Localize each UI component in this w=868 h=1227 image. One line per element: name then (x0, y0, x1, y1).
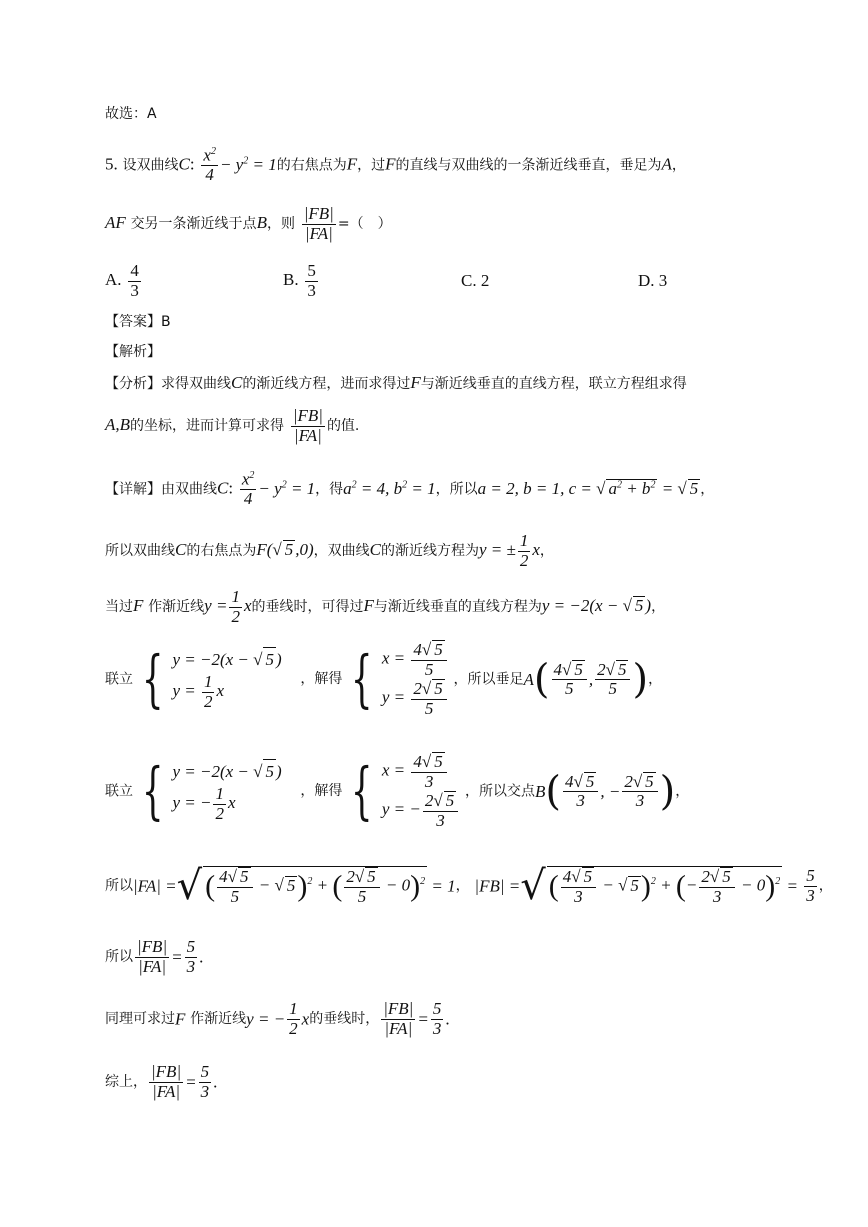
choice-b[interactable]: B. $\frac{5}{3}$ (283, 261, 316, 300)
hyperbola-fraction: $\frac{x^2}{4}$ (203, 145, 216, 185)
question-line-1: 5. 设双曲线C: $\frac{x^2}{4}$ − $y^2 = 1$的右焦点为F，过F的直线与双曲线的一条渐近线垂直，垂足为A， (105, 145, 686, 185)
choice-a[interactable]: A. $\frac{4}{3}$ (105, 261, 139, 300)
xiangjie-line-3: 当过F 作渐近线y = $\frac{1}{2}$ x的垂线时，可得过F与渐近线垂直的直线方程为y = −2(x − √ 5 )， (105, 587, 666, 626)
answer-line: 【答案】B (105, 314, 171, 330)
fenxi-line-2: A,B的坐标，进而计算可求得 $\frac{|FB|}{|FA|}$ 的值. (105, 406, 360, 445)
xiangjie-line-1: 【详解】由双曲线C: $\frac{x^2}{4}$ − $y^2 = 1$，得$a^2 = 4$, $b^2 = 1$，所以a = 2, b = 1, c = √ $a^2 + b^2$ = √ 5 ， (105, 469, 715, 509)
distance-line: 所以|FA| =√ ( $\frac{4√ 5}{5}$ − √ 5)$^2$ + ( $\frac{2√ 5}{5}$ − 0)$^2$ = 1， |FB| =√ ( $\frac{4√ 5}{3}$ − √ 5)$^2$ + (− $\frac{2√ 5}{3}$ − 0)$^2$ = $\frac{5}{3}$ ， (105, 863, 833, 910)
system-1: 联立 { y = −2(x − √ 5 ) y = $\frac{1}{2}$ x ，解得 { x = $\frac{4√ 5}{5}$ y = $\frac{2√ 5}{5}$ ，所以垂足A( $\frac{4√ 5}{5}$ , $\frac{2√ 5}{5}$ )， (105, 640, 663, 719)
choice-d[interactable]: D. 3 (638, 271, 668, 290)
question-line-2: AF 交另一条渐近线于点B，则 $\frac{|FB|}{|FA|}$ =（ ） (105, 204, 392, 243)
similar-case: 同理可求过F 作渐近线y = − $\frac{1}{2}$ x的垂线时， $\frac{|FB|}{|FA|}$ = $\frac{5}{3}$ . (105, 999, 450, 1038)
fenxi-line-1: 【分析】求得双曲线C的渐近线方程，进而求得过F与渐近线垂直的直线方程，联立方程组求得 (105, 373, 687, 392)
previous-answer: 故选：A (105, 106, 157, 122)
analysis-heading: 【解析】 (105, 344, 161, 360)
question-number: 5. (105, 154, 118, 174)
ratio-result: 所以 $\frac{|FB|}{|FA|}$ = $\frac{5}{3}$ . (105, 937, 204, 976)
xiangjie-line-2: 所以双曲线C的右焦点为F(√ 5 ,0)，双曲线C的渐近线方程为y = ± $\frac{1}{2}$ x， (105, 531, 554, 570)
conclusion: 综上， $\frac{|FB|}{|FA|}$ = $\frac{5}{3}$ . (105, 1062, 218, 1101)
system-2: 联立 { y = −2(x − √ 5 ) y = − $\frac{1}{2}$ x ，解得 { x = $\frac{4√ 5}{3}$ y = − $\frac{2√ 5}{3}$ ，所以交点B( $\frac{4√ 5}{3}$ , − $\frac{2√ 5}{3}$ )， (105, 752, 690, 831)
ratio-fraction: $\frac{|FB|}{|FA|}$ (303, 204, 334, 243)
choice-c[interactable]: C. 2 (461, 271, 490, 290)
